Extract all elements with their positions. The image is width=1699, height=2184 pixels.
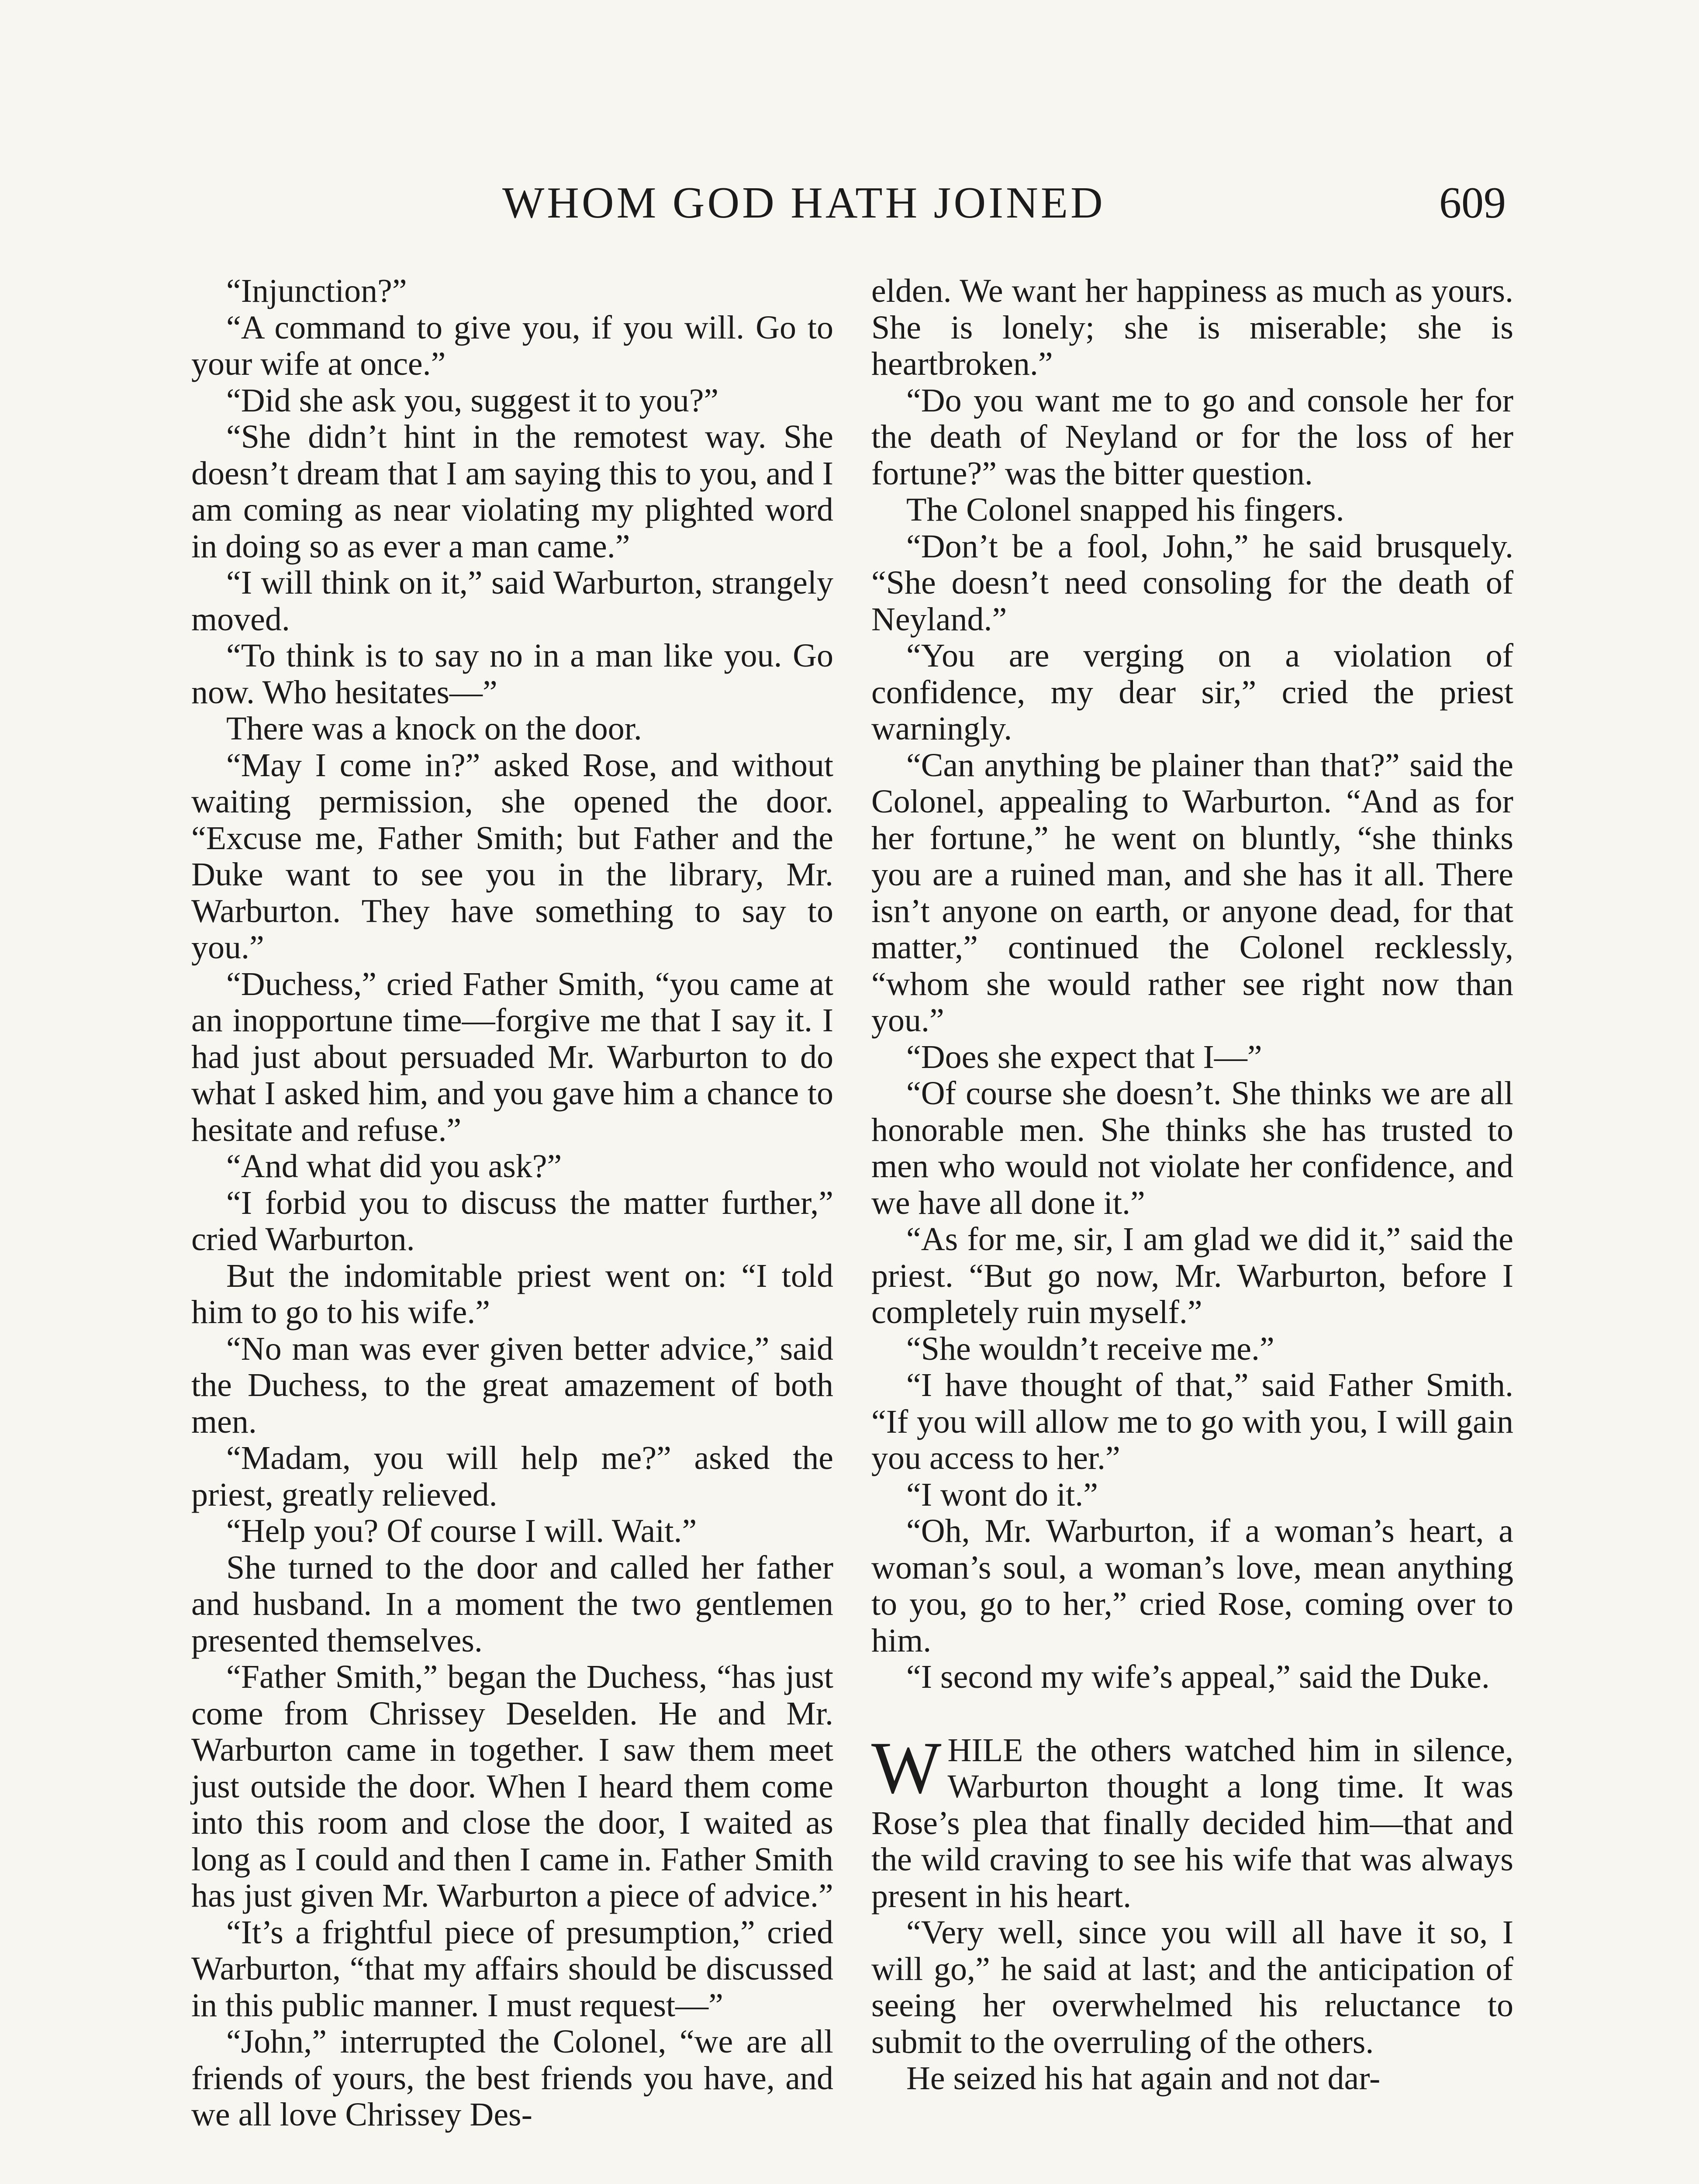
drop-cap: W (871, 1726, 942, 1809)
page-number: 609 (1439, 178, 1506, 228)
paragraph: “As for me, sir, I am glad we did it,” said the priest. “But go now, Mr. Warburton, before I completely ruin myself.” (871, 1221, 1513, 1330)
paragraph: “Father Smith,” began the Duchess, “has just come from Chrissey Deselden. He and Mr. Warburton came in together. I saw them meet just outside the door. When I heard them come into this room and close the door, I waited as long as I could and then I came in. Father Smith has just given Mr. Warburton a piece of advice.” (191, 1659, 833, 1914)
paragraph: “Injunction?” (226, 273, 407, 309)
paragraph: “No man was ever given better advice,” said the Duchess, to the great amazement of both men. (191, 1330, 833, 1440)
paragraph: “Can anything be plainer than that?” said the Colonel, appealing to Warburton. “And as for her fortune,” he went on bluntly, “she thinks you are a ruined man, and she has it all. There isn’t anyone on earth, or anyone dead, for that matter,” continued the Colonel recklessly, “whom she would rather see right now than you.” (871, 746, 1513, 1039)
paragraph: “I wont do it.” (906, 1476, 1098, 1513)
paragraph: “You are verging on a violation of confidence, my dear sir,” cried the priest warningly. (871, 637, 1513, 747)
paragraph: “To think is to say no in a man like you. Go now. Who hesitates—” (191, 637, 833, 711)
page-title: WHOM GOD HATH JOINED (502, 178, 1105, 228)
paragraph: “And what did you ask?” (226, 1148, 562, 1185)
paragraph: elden. We want her happiness as much as yours. She is lonely; she is miserable; she is heartbroken.” (871, 273, 1513, 382)
paragraph: The Colonel snapped his fingers. (906, 491, 1344, 528)
paragraph: “Do you want me to go and console her for the death of Neyland or for the loss of her fortune?” was the bitter question. (871, 382, 1513, 492)
paragraph: There was a knock on the door. (226, 710, 642, 747)
paragraph: “A command to give you, if you will. Go to your wife at once.” (191, 309, 833, 382)
paragraph: “I second my wife’s appeal,” said the Duke. (906, 1659, 1490, 1695)
paragraph: “She wouldn’t receive me.” (906, 1330, 1274, 1367)
paragraph: “John,” interrupted the Colonel, “we are all friends of yours, the best friends you have, and we all love Chrissey Des- (191, 2023, 833, 2133)
paragraph: “She didn’t hint in the remotest way. She doesn’t dream that I am saying this to you, and I am coming as near violating my plighted word in doing so as ever a man came.” (191, 418, 833, 565)
paragraph: “Duchess,” cried Father Smith, “you came at an inopportune time—forgive me that I say it. I had just about persuaded Mr. Warburton to do what I asked him, and you gave him a chance to hesitate and refuse.” (191, 965, 833, 1148)
section-opening-paragraph (871, 1726, 1513, 1915)
paragraph: He seized his hat again and not dar- (906, 2060, 1381, 2097)
paragraph: “May I come in?” asked Rose, and without waiting permission, she opened the door. “Excuse me, Father Smith; but Father and the Duke want to see you in the library, Mr. Warburton. They have something to say to you.” (191, 746, 833, 966)
paragraph: “Of course she doesn’t. She thinks we are all honorable men. She thinks she has trusted to men who would not violate her confidence, and we have all done it.” (871, 1075, 1513, 1221)
paragraph: “It’s a frightful piece of presumption,” cried Warburton, “that my affairs should be discussed in this public manner. I must request—” (191, 1914, 833, 2024)
paragraph: “Don’t be a fool, John,” he said brusquely. “She doesn’t need consoling for the death of Neyland.” (871, 528, 1513, 638)
running-head (0, 173, 1699, 234)
paragraph: “Help you? Of course I will. Wait.” (226, 1513, 697, 1549)
left-column (191, 273, 833, 2133)
paragraph: “Madam, you will help me?” asked the priest, greatly relieved. (191, 1440, 833, 1513)
paragraph: “I have thought of that,” said Father Smith. “If you will allow me to go with you, I will gain you access to her.” (871, 1367, 1513, 1476)
paragraph: But the indomitable priest went on: “I told him to go to his wife.” (191, 1257, 833, 1330)
paragraph: “I will think on it,” said Warburton, strangely moved. (191, 564, 833, 638)
right-column (871, 273, 1513, 2097)
paragraph: “Oh, Mr. Warburton, if a woman’s heart, a woman’s soul, a woman’s love, mean anything to you, go to her,” cried Rose, coming over to him. (871, 1513, 1513, 1659)
paragraph: “I forbid you to discuss the matter further,” cried Warburton. (191, 1184, 833, 1258)
paragraph: “Does she expect that I—” (906, 1038, 1262, 1075)
section-opening-text: HILE the others watched him in silence, Warburton thought a long time. It was Rose’s plea that finally decided him—that and the wild craving to see his wife that was always present in his heart. (871, 1731, 1513, 1914)
paragraph: She turned to the door and called her father and husband. In a moment the two gentlemen presented themselves. (191, 1549, 833, 1659)
paragraph: “Very well, since you will all have it so, I will go,” he said at last; and the anticipation of seeing her overwhelmed his reluctance to submit to the overruling of the others. (871, 1914, 1513, 2060)
paragraph: “Did she ask you, suggest it to you?” (226, 382, 719, 419)
